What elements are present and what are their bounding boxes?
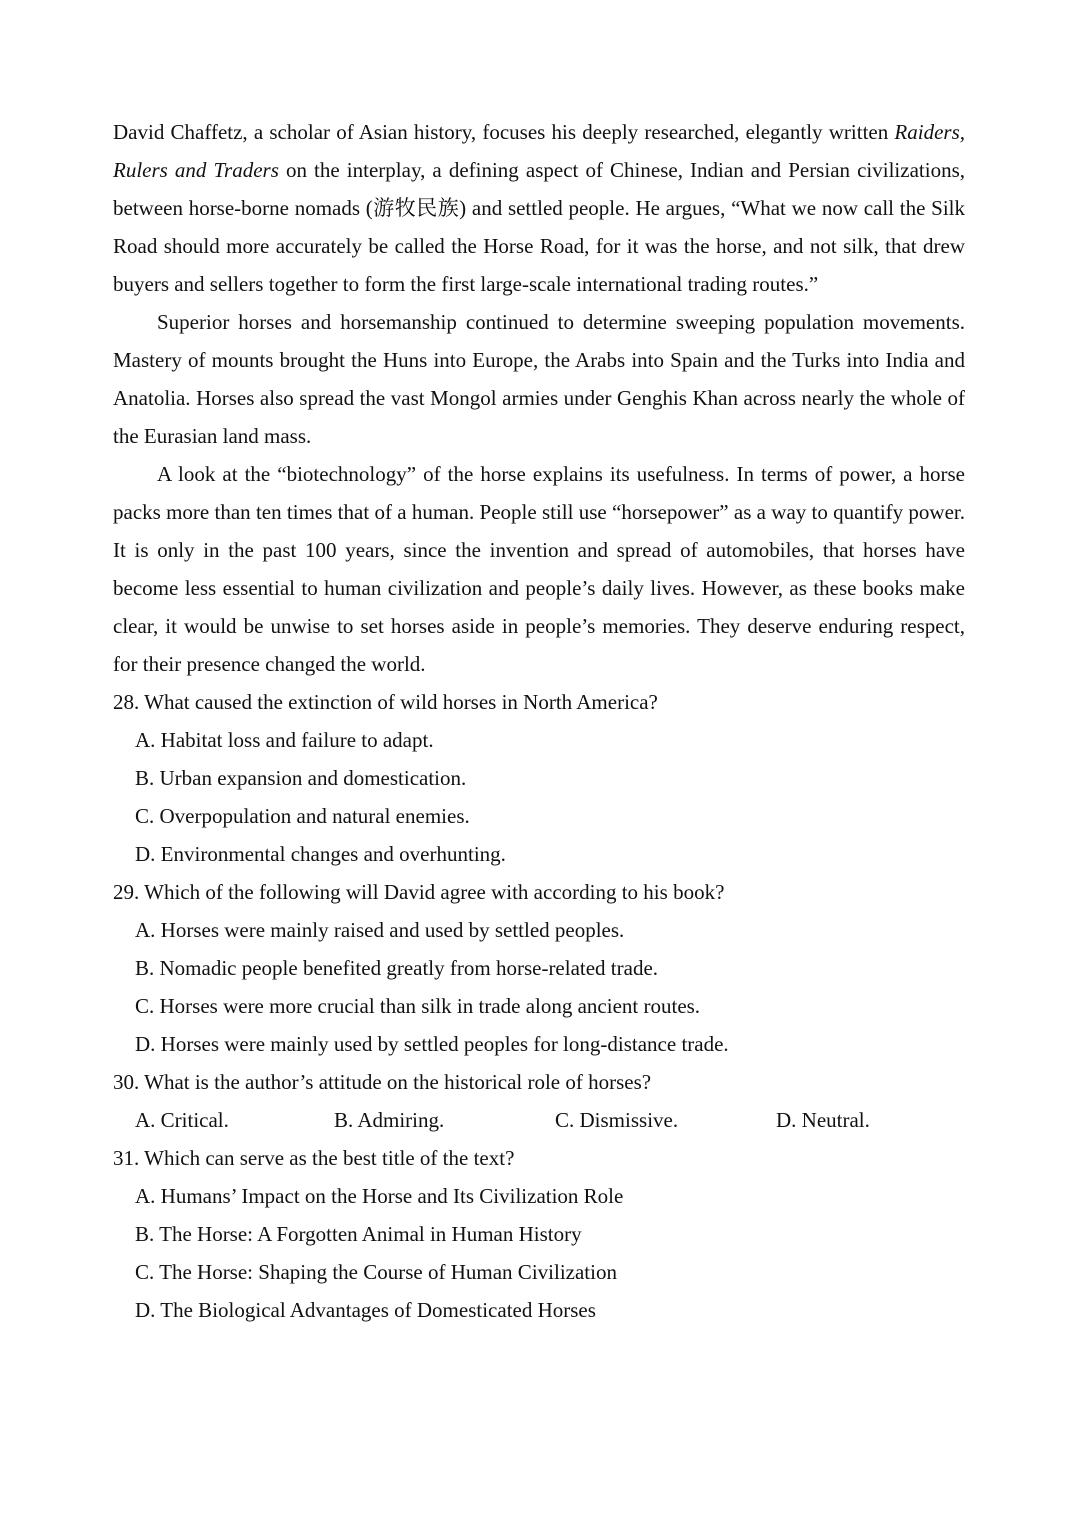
- question-stem: 29. Which of the following will David agree with according to his book?: [113, 880, 725, 904]
- document-page: [113, 113, 965, 1329]
- question-30: [113, 1063, 965, 1139]
- passage-paragraph-3: A look at the “biotechnology” of the horse explains its usefulness. In terms of power, a horse packs more than ten times that of a human. People still use “horsepower” as a way to quantify power. It is only in the past 100 years, since the invention and spread of automobiles, that horses have become less essential to human civilization and people’s daily lives. However, as these books make clear, it would be unwise to set horses aside in people’s memories. They deserve enduring respect, for their presence changed the world.: [113, 462, 965, 676]
- passage-paragraph-2: Superior horses and horsemanship continued to determine sweeping population movements. Mastery of mounts brought the Huns into Europe, the Arabs into Spain and the Turks into India and Anatolia. Horses also spread the vast Mongol armies under Genghis Khan across nearly the whole of the Eurasian land mass.: [113, 310, 965, 448]
- option-b: B. Nomadic people benefited greatly from horse-related trade.: [135, 956, 659, 980]
- options-row: [113, 1101, 965, 1139]
- option-a: A. Critical.: [135, 1108, 229, 1132]
- book-title: Raiders, Rulers and Traders: [113, 120, 965, 182]
- question-stem: 30. What is the author’s attitude on the historical role of horses?: [113, 1070, 652, 1094]
- question-28: [113, 683, 965, 873]
- option-b: B. The Horse: A Forgotten Animal in Human History: [135, 1222, 582, 1246]
- question-stem: 31. Which can serve as the best title of the text?: [113, 1146, 515, 1170]
- option-d: D. Horses were mainly used by settled peoples for long-distance trade.: [135, 1032, 729, 1056]
- paragraph-text: David Chaffetz, a scholar of Asian history, focuses his deeply researched, elegantly written: [113, 120, 895, 144]
- question-29: [113, 873, 965, 1063]
- option-a: A. Humans’ Impact on the Horse and Its Civilization Role: [135, 1184, 624, 1208]
- option-a: A. Habitat loss and failure to adapt.: [135, 728, 434, 752]
- option-b: B. Admiring.: [334, 1108, 445, 1132]
- passage-paragraph-1: [113, 113, 965, 303]
- option-c: C. Horses were more crucial than silk in trade along ancient routes.: [135, 994, 701, 1018]
- option-a: A. Horses were mainly raised and used by settled peoples.: [135, 918, 625, 942]
- option-c: C. Dismissive.: [555, 1108, 679, 1132]
- option-d: D. Environmental changes and overhunting.: [135, 842, 506, 866]
- option-b: B. Urban expansion and domestication.: [135, 766, 467, 790]
- option-c: C. The Horse: Shaping the Course of Human Civilization: [135, 1260, 617, 1284]
- question-stem: 28. What caused the extinction of wild horses in North America?: [113, 690, 658, 714]
- paragraph-text: on the interplay, a defining aspect of Chinese, Indian and Persian civilizations, between horse-borne nomads (游牧民族) and settled people. He argues, “What we now call the Silk Road should more accurately be called the Horse Road, for it was the horse, and not silk, that drew buyers and sellers together to form the first large-scale international trading routes.”: [113, 158, 965, 296]
- option-c: C. Overpopulation and natural enemies.: [135, 804, 470, 828]
- option-d: D. The Biological Advantages of Domesticated Horses: [135, 1298, 596, 1322]
- question-31: [113, 1139, 965, 1329]
- option-d: D. Neutral.: [776, 1108, 870, 1132]
